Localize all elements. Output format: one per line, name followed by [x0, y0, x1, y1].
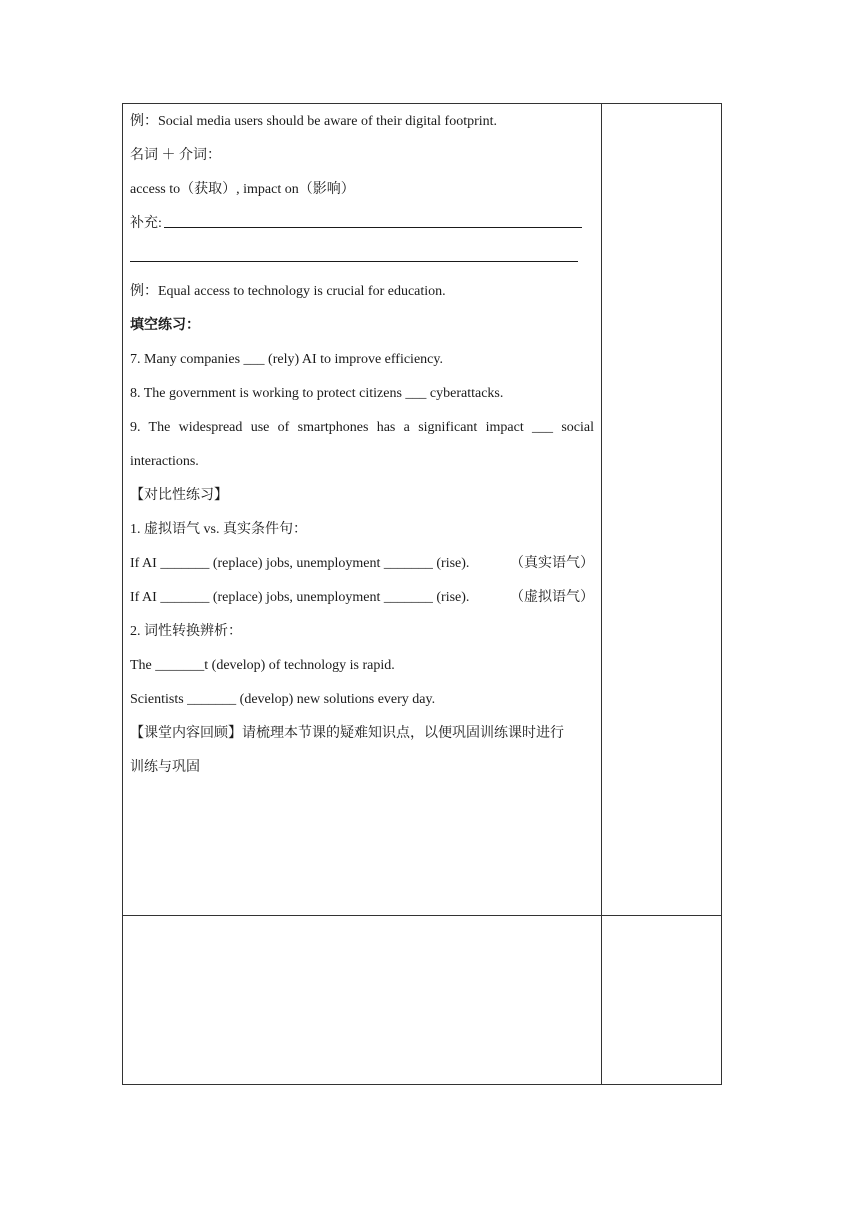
contrast-sentence: If AI _______ (replace) jobs, unemployment _______ (rise).	[130, 590, 470, 605]
example-sentence-1: 例：Social media users should be aware of their digital footprint.	[130, 114, 498, 129]
fill-in-rule	[164, 227, 582, 228]
supplement-label: 补充:	[130, 216, 162, 231]
main-content-cell	[123, 104, 602, 916]
supplement-line	[130, 213, 594, 247]
worksheet-table	[122, 103, 722, 1085]
contrast-sentence: If AI _______ (replace) jobs, unemployment _______ (rise).	[130, 556, 470, 571]
empty-side-cell	[602, 916, 722, 1085]
word-form-heading: 2. 词性转换辨析：	[130, 624, 242, 639]
review-instruction: 【课堂内容回顾】请梳理本节课的疑难知识点，以便巩固训练课时进行	[130, 726, 564, 741]
example-sentence-2: 例：Equal access to technology is crucial for education.	[130, 284, 446, 299]
fill-blank-heading: 填空练习：	[130, 318, 200, 333]
empty-main-cell	[123, 916, 602, 1085]
review-instruction-continued: 训练与巩固	[130, 760, 200, 775]
contrast-item-2	[130, 587, 594, 621]
contrast-note: （虚拟语气）	[510, 590, 594, 605]
contrast-practice-heading: 【对比性练习】	[130, 488, 228, 503]
contrast-item-1	[130, 553, 594, 587]
fill-in-rule	[130, 261, 578, 262]
contrast-note: （真实语气）	[510, 556, 594, 571]
subjunctive-vs-real-heading: 1. 虚拟语气 vs. 真实条件句：	[130, 522, 307, 537]
table-row	[123, 104, 722, 916]
word-form-item-2: Scientists _______ (develop) new solutions every day.	[130, 692, 436, 707]
noun-prep-examples: access to（获取）, impact on（影响）	[130, 182, 355, 197]
exercise-7: 7. Many companies ___ (rely) AI to improve efficiency.	[130, 352, 443, 367]
exercise-9-continued: interactions.	[130, 454, 199, 469]
content-block	[123, 104, 601, 791]
word-form-item-1: The _______t (develop) of technology is rapid.	[130, 658, 395, 673]
noun-prep-heading: 名词 ＋ 介词：	[130, 148, 221, 163]
supplement-line-2	[130, 247, 594, 281]
side-notes-cell	[602, 104, 722, 916]
table-row	[123, 916, 722, 1085]
exercise-9: 9. The widespread use of smartphones has a significant impact ___ social	[130, 420, 594, 435]
exercise-8: 8. The government is working to protect citizens ___ cyberattacks.	[130, 386, 504, 401]
